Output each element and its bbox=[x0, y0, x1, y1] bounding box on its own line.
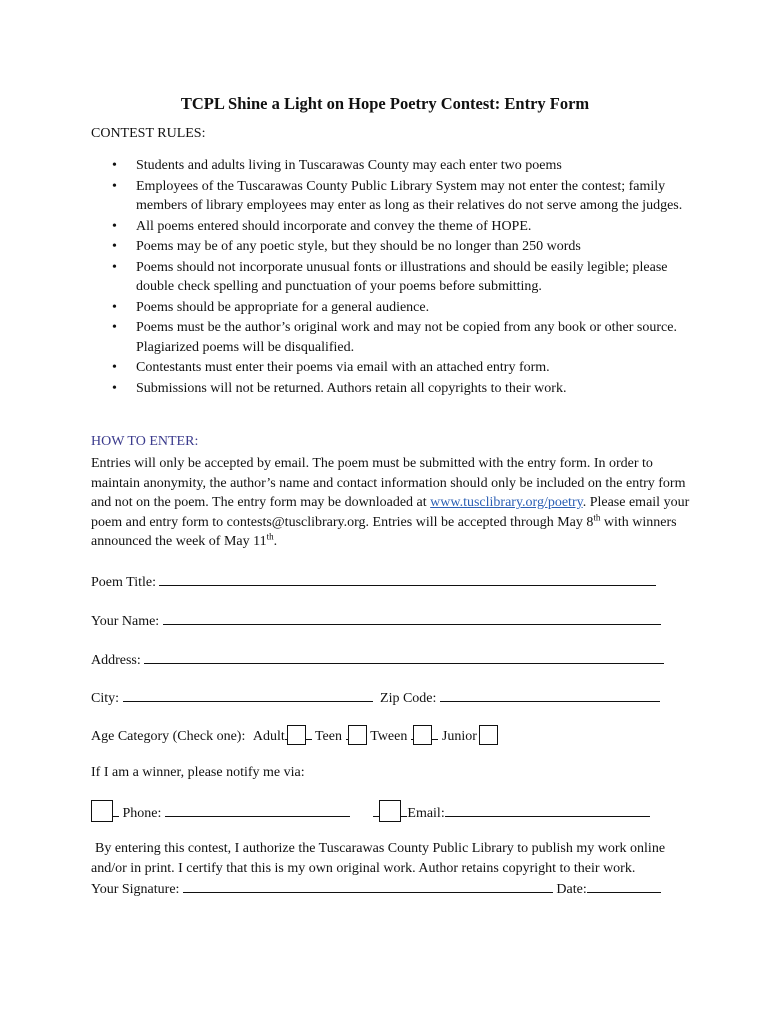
contest-rules-heading: CONTEST RULES: bbox=[91, 126, 206, 141]
address-row bbox=[91, 649, 664, 669]
rule-item: • Employees of the Tuscarawas County Public Library System may not enter the contest; family members of library employees may enter as long as their relatives do not serve among the judges. bbox=[112, 178, 683, 213]
city-field[interactable] bbox=[123, 687, 373, 702]
bullet-icon: • bbox=[112, 158, 117, 173]
age-option-junior: Junior bbox=[441, 729, 477, 744]
signature-label: Your Signature: bbox=[91, 882, 180, 897]
tween-checkbox[interactable] bbox=[413, 725, 432, 745]
rule-item: • Poems may be of any poetic style, but they should be no longer than 250 words bbox=[112, 237, 692, 257]
age-option-teen: Teen bbox=[314, 729, 342, 744]
how-to-enter-text: Entries will only be accepted by email. The poem must be submitted with the entry form. In order to maintain anonymity, the author’s name and contact information should only be included on the entry form and not on the poem. The entry form may be downloaded at www.tusclibrary.org/poetry. Please email your poem and entry form to contests@tusclibrary.org. Entries will be accepted through May 8th with winners announced the week of May 11th. bbox=[91, 456, 690, 549]
page-title: TCPL Shine a Light on Hope Poetry Contest: Entry Form bbox=[180, 94, 590, 113]
rule-item: • Students and adults living in Tuscarawas County may each enter two poems bbox=[112, 156, 692, 176]
bullet-icon: • bbox=[112, 178, 117, 194]
city-label: City: bbox=[91, 691, 120, 706]
contest-rules-list bbox=[112, 156, 692, 399]
age-option-tween: Tween bbox=[370, 729, 408, 744]
phone-field[interactable] bbox=[165, 802, 350, 817]
phone-checkbox[interactable] bbox=[91, 800, 113, 822]
your-name-field[interactable] bbox=[163, 610, 661, 625]
phone-label: Phone: bbox=[122, 806, 162, 821]
how-to-enter-heading: HOW TO ENTER: bbox=[91, 434, 199, 449]
zip-label: Zip Code: bbox=[380, 691, 437, 706]
city-zip-row bbox=[91, 687, 660, 707]
age-category-row bbox=[91, 725, 498, 745]
adult-checkbox[interactable] bbox=[287, 725, 306, 745]
teen-checkbox[interactable] bbox=[348, 725, 367, 745]
rule-item: • Poems should be appropriate for a general audience. bbox=[112, 298, 692, 318]
bullet-icon: • bbox=[112, 218, 117, 234]
your-name-row bbox=[91, 610, 661, 630]
bullet-icon: • bbox=[112, 320, 117, 335]
address-label: Address: bbox=[91, 653, 141, 668]
age-category-label: Age Category (Check one): bbox=[91, 729, 246, 744]
signature-field[interactable] bbox=[183, 878, 553, 893]
signature-row bbox=[91, 878, 681, 900]
date-field[interactable] bbox=[587, 878, 661, 893]
poem-title-field[interactable] bbox=[159, 571, 656, 586]
notify-row bbox=[91, 800, 650, 822]
email-checkbox[interactable] bbox=[379, 800, 401, 822]
consent-block bbox=[91, 839, 681, 900]
age-option-adult: Adult bbox=[252, 729, 285, 744]
notify-label: If I am a winner, please notify me via: bbox=[91, 765, 305, 780]
bullet-icon: • bbox=[112, 360, 117, 375]
rule-item: • Poems must be the author’s original work and may not be copied from any book or other source. Plagiarized poems will be disqualified. bbox=[112, 320, 677, 355]
bullet-icon: • bbox=[112, 259, 117, 275]
consent-text: By entering this contest, I authorize the Tuscarawas County Public Library to publish my work online and/or in print. I certify that this is my own original work. Author retains copyright to their work. bbox=[91, 841, 666, 876]
rule-item: • Poems should not incorporate unusual fonts or illustrations and should be easily legible; please double check spelling and punctuation of your poems before submitting. bbox=[112, 259, 668, 294]
email-label: Email: bbox=[407, 806, 445, 821]
rule-item: • Contestants must enter their poems via email with an attached entry form. bbox=[112, 358, 692, 378]
zip-field[interactable] bbox=[440, 687, 660, 702]
poem-title-label: Poem Title: bbox=[91, 575, 156, 590]
email-field[interactable] bbox=[445, 802, 650, 817]
poetry-link[interactable]: www.tusclibrary.org/poetry bbox=[430, 495, 583, 510]
address-field[interactable] bbox=[144, 649, 664, 664]
bullet-icon: • bbox=[112, 299, 117, 315]
rule-item: • All poems entered should incorporate and convey the theme of HOPE. bbox=[112, 217, 692, 237]
rule-item: • Submissions will not be returned. Authors retain all copyrights to their work. bbox=[112, 379, 692, 399]
bullet-icon: • bbox=[112, 239, 117, 254]
poem-title-row bbox=[91, 571, 656, 591]
junior-checkbox[interactable] bbox=[479, 725, 498, 745]
your-name-label: Your Name: bbox=[91, 614, 160, 629]
date-label: Date: bbox=[556, 882, 587, 897]
bullet-icon: • bbox=[112, 380, 117, 396]
